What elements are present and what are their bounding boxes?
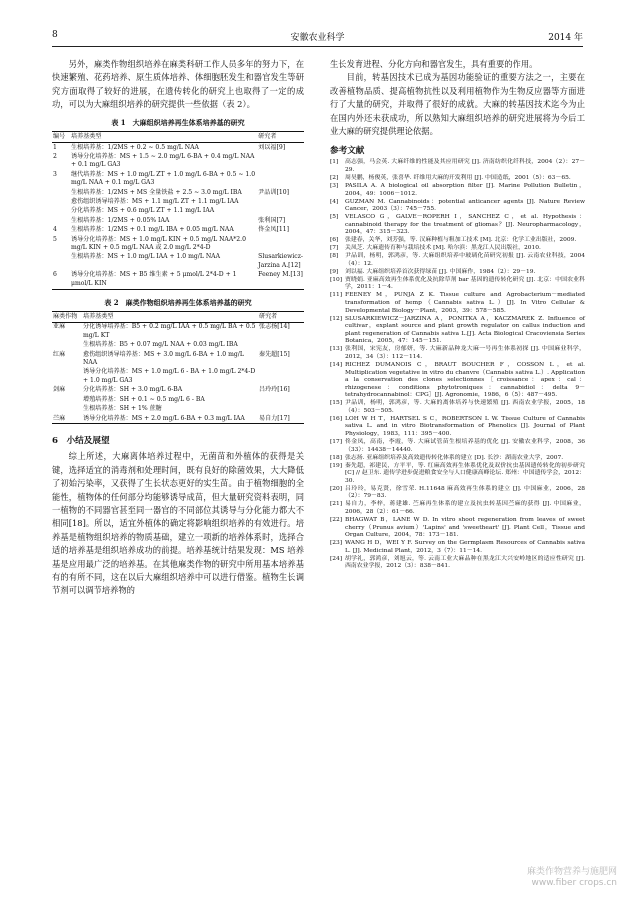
reference-item [330, 455, 585, 463]
table1-researcher-cell [257, 207, 304, 216]
table2-crop-cell: 亚麻 [53, 323, 66, 331]
table1-no-cell [52, 207, 70, 216]
section-title: 6 小结及展望 [52, 436, 110, 447]
reference-item [330, 346, 585, 361]
reference-text: SLUSARKIEWICZ－JARZINA A，PONITKA A，KACZMAREK Z. Influence of cultivar，explant source and plant growth regulator on callus induction and plant regeneration of Cannabis sativa L.[J]. Acta Biological Cracoviensia Series Botanica，2005，47：145－151. [345, 315, 585, 345]
table2-header-row [52, 311, 304, 322]
reference-list [330, 159, 585, 570]
table1-researcher-cell: 尹品训[10] [258, 188, 289, 196]
reference-item [330, 463, 585, 486]
watermark-line1: 麻类作物营养与施肥网 [526, 867, 617, 877]
table2-crop-cell: 苎麻 [52, 414, 82, 424]
table2-researcher-cell: 秦先超[15] [259, 350, 290, 358]
reference-number: [18] [330, 454, 343, 461]
table2-header-cell: 麻类作物 [52, 311, 82, 322]
reference-item [330, 214, 585, 237]
reference-number: [5] [330, 214, 339, 221]
reference-number: [9] [330, 268, 339, 275]
reference-item [330, 245, 585, 253]
watermark [527, 867, 617, 889]
reference-number: [12] [330, 315, 343, 322]
reference-text: LOH W H T，HARTSEL S C，ROBERTSON L W. Tissue Culture of Cannabis sativa L. and in vitro Biotransformation of Phenolics [J]. Journal of Plant Physiology，1983，111：395－400. [345, 415, 585, 438]
reference-item [330, 540, 585, 555]
reference-text: 吕玲玲，易克贤，徐雪荣. H.11648 麻高效再生体系的建立 [J]. 中国麻业，2006，28（2）：79－83. [345, 485, 585, 500]
reference-number: [7] [330, 245, 339, 252]
table1-no-cell [52, 197, 70, 206]
table1-no-cell [52, 216, 70, 225]
reference-item [330, 277, 585, 292]
table1-media-cell: 生根培养基：1/2MS + 0.1 mg/L IBA + 0.05 mg/L NAA [71, 226, 234, 234]
table1-no-cell: 1 [53, 143, 57, 151]
reference-item [330, 362, 585, 400]
references-title: 参考文献 [330, 146, 365, 157]
reference-item [330, 253, 585, 268]
watermark-line2: www.fiber crops.cn [531, 878, 617, 888]
reference-item [330, 199, 585, 214]
table1-body [52, 143, 304, 290]
table1-researcher-cell [257, 170, 304, 188]
reference-item [330, 501, 585, 516]
reference-number: [21] [330, 501, 343, 508]
table-row [52, 143, 304, 153]
table-row [52, 216, 304, 225]
reference-text: 尹品训，杨明，郭鸿彦，等. 大麻组织培养中玻璃化苗研究初报 [J]. 云南农业科技，2004（4）：12. [345, 253, 585, 267]
reference-number: [22] [330, 516, 343, 523]
reference-item [330, 400, 585, 415]
reference-text: 关凤芝. 大麻遗传育种与栽培技术 [M]. 哈尔滨：黑龙江人民出版社，2010. [345, 245, 541, 252]
table1-media-cell: 诱导分化培养基：MS + 1.0 mg/L KIN + 0.5 mg/L NAA*2.0 mg/L KIN + 0.5 mg/L NAA 或 2.0 mg/L 2*4-D [71, 235, 246, 251]
table1-researcher-cell: 佟金凤[11] [258, 226, 289, 234]
table2-header-cell: 研究者 [258, 311, 304, 322]
table2-media-cell: 生根培养基：SH + 1% 蔗糖 [83, 405, 162, 413]
reference-text: FEENEY M，PUNJA Z K. Tissue culture and Agrobacterium－mediated transformation of hemp（Cannabis sativa L.）[J]. In Vitro Cellular & Developmental Biology－Plant，2003，39：578－585. [345, 292, 585, 314]
table2-crop-cell: 剑麻 [53, 386, 66, 394]
table-row [52, 152, 304, 170]
table1-media-cell: 生根培养基：1/2MS + 0.2 ~ 0.5 mg/L NAA [71, 143, 199, 151]
reference-text: 胡学礼，郭鸿彦，刘旭云，等. 云南工业大麻品种在黑龙江大兴安岭地区的适应性研究 [J]. 西南农业学报，2012（3）：838－841. [345, 555, 585, 570]
table1-researcher-cell: 张利国[7] [258, 216, 286, 224]
table1 [52, 131, 304, 290]
table1-researcher-cell: Slusarkiewicz-Jarzina A.[12] [258, 253, 303, 269]
table1-header-cell: 研究者 [257, 131, 304, 142]
table1-media-cell: 生根培养基：1/2MS + MS 全量铁盐 + 2.5 ~ 3.0 mg/L IBA [71, 188, 242, 196]
reference-number: [2] [330, 175, 339, 182]
reference-number: [17] [330, 439, 343, 446]
reference-text: BHAGWAT B，LANE W D. In vitro shoot regeneration from leaves of sweet cherry（Prunus avium）'Lapins' and 'sweetheart' [J]. Plant Cell，Tissue and Organ Culture，2004，78：173－181. [345, 516, 585, 539]
reference-number: [3] [330, 183, 339, 189]
table-row [52, 322, 304, 340]
table1-header-row [52, 131, 304, 142]
reference-text: GUZMAN M. Cannabinoids：potential anticancer agents [J]. Nature Review Cancer，2003（3）：745－755. [345, 198, 585, 213]
table-row [52, 368, 304, 386]
table2-researcher-cell: 易自力[17] [258, 414, 304, 424]
table1-title: 表 1 大麻组织培养再生体系培养基的研究 [111, 117, 245, 127]
reference-text: 秦先超，祁建民，方平平，等. 红麻高效再生体系优化及双价抗虫基因遗传转化的初步研究 [C] // 赵卫东. 遗传学进步促进粮食安全与人口健康高峰论坛. 郑州：中国遗传学会，2012：30. [345, 462, 585, 484]
reference-item [330, 237, 585, 245]
reference-item [330, 486, 585, 501]
reference-number: [19] [330, 462, 343, 469]
journal-name: 安徽农业科学 [290, 33, 345, 43]
reference-number: [13] [330, 346, 343, 353]
table2-media-cell: 生根培养基：B5 + 0.07 mg/L NAA + 0.03 mg/L IBA [83, 341, 238, 349]
table-row [52, 341, 304, 350]
reference-item [330, 316, 585, 346]
reference-number: [24] [330, 555, 343, 562]
reference-text: PASILA A. A biological oil absorption filter [J]. Marine Pollution Bulletin，2004，49：1006－1012. [345, 183, 585, 197]
table1-no-cell: 4 [53, 226, 57, 234]
table2-media-cell: 增殖培养基：SH + 0.1 ~ 0.5 mg/L 6 - BA [83, 395, 205, 403]
reference-number: [16] [330, 415, 343, 422]
table2 [52, 311, 304, 425]
reference-item [330, 269, 585, 277]
reference-text: WANG H D，WEI Y F. Survey on the Germplasm Resources of Cannabis sativa L. [J]. Medicinal Plant，2012，3（7）：11－14. [345, 540, 585, 554]
table-row [52, 350, 304, 368]
reference-item [330, 183, 585, 198]
transgenic-paragraph: 目前，转基因技术已成为基因功能验证的重要方法之一，主要在改善植物品质、提高植物抗性以及利用植物作为生物反应器等方面进行了大量的研究，并取得了很好的成就。大麻的转基因技术迄今为止在国内外还未获成功，所以熟知大麻组织培养的研究进展将为今后工业大麻的研究提供理论依据。 [330, 72, 585, 137]
table2-researcher-cell [258, 341, 304, 350]
table-row [52, 395, 304, 404]
reference-number: [1] [330, 159, 339, 166]
table1-no-cell [52, 188, 70, 197]
reference-number: [10] [330, 276, 343, 283]
table-row [52, 386, 304, 395]
table-row [52, 197, 304, 206]
reference-item [330, 159, 585, 174]
reference-item [330, 556, 585, 571]
table2-body [52, 322, 304, 423]
table-row [52, 188, 304, 197]
table2-media-cell: 诱导分化培养基：MS + 1.0 mg/L 6 - BA + 1.0 mg/L 2*4-D + 1.0 mg/L GA3 [83, 368, 256, 384]
reference-text: 佟金凤，高南，李霞，等. 大麻试管苗生根培养基的优化 [J]. 安徽农业科学，2008，36（33）：14438－14440. [345, 439, 585, 453]
table1-researcher-cell [257, 197, 304, 206]
table2-media-cell: 诱导分化培养基：MS + 2.0 mg/L 6-BA + 0.3 mg/L IAA [82, 414, 258, 424]
table1-media-cell: 生根培养基：MS + 1.0 mg/L IAA + 1.0 mg/L NAA [71, 253, 220, 261]
reference-item [330, 292, 585, 315]
table1-no-cell: 5 [53, 235, 57, 243]
page-header [52, 30, 583, 46]
table-row [52, 253, 304, 271]
reference-text: 贾晓娟. 亚麻高效再生体系优化及抗除草剂 bar 基因的遗传转化研究 [J]. 北京：中国农业科学，2011：1－4. [345, 276, 585, 291]
reference-item [330, 439, 585, 454]
reference-text: 周昊鹏，杨俊英，张喜华. 纤维用大麻的开发利用 [J]. 中国造纸，2001（5）：63－65. [345, 175, 571, 182]
table1-no-cell [52, 253, 70, 271]
reference-text: 张志扬. 亚麻组织培养及高效遗传转化体系的建立 [D]. 长沙：湖南农业大学，2007. [345, 454, 564, 461]
reference-text: VELASCO G，GALVE－ROPERH I，SANCHEZ C，et al. Hypothesis：cannabinoid therapy for the treatment of gliomas？[J]. Neuropharmacology，2004，47：315－323. [345, 214, 585, 236]
table1-media-cell: 愈伤组织诱导培养基：MS + 1.1 mg/L ZT + 1.1 mg/L IAA [71, 197, 239, 205]
header-rule [52, 46, 583, 47]
reference-item [330, 416, 585, 439]
table1-header-cell: 培养基类型 [70, 131, 257, 142]
table2-researcher-cell: 吕玲玲[16] [259, 386, 290, 394]
table2-crop-cell [52, 395, 82, 404]
reference-number: [11] [330, 292, 343, 299]
table2-header-cell: 培养基类型 [82, 311, 258, 322]
left-column [52, 58, 304, 598]
reference-number: [8] [330, 253, 339, 260]
table2-media-cell: 分化诱导培养基：B5 + 0.2 mg/L IAA + 0.5 mg/L BA + 0.5 mg/L KT [83, 323, 256, 339]
continuation-paragraph: 生长发育进程、分化方向和器官发生，具有重要的作用。 [330, 59, 538, 69]
table1-researcher-cell: Feeney M.[13] [257, 271, 304, 289]
table-row [52, 235, 304, 253]
reference-text: 刘以福. 大麻组织培养首次获得绿苗 [J]. 中国麻作，1984（2）：29－19. [345, 268, 536, 275]
table1-no-cell: 3 [53, 170, 57, 178]
reference-text: 易自力，李梓，蒋建雄. 苎麻再生体系的建立及抗虫转基因苎麻的获得 [J]. 中国麻业，2006，28（2）：61－66. [345, 501, 585, 515]
reference-text: RICHEZ DUMANOIS C，BRAUT BOUCHER F，COSSON L，et al. Multiplication vegetative in vitro du chanvre（Cannabis sativa L.）. Application a la conservation des clones selectionnes［croissance：apex：cal：rhizogenese：conditions phytotroniques：cannabidiol：delta 9－tetrahydrocannabinol：CPG］[J]. Agronomie，1986，6（5）：487－495. [345, 361, 585, 399]
table1-media-cell: 继代培养基：MS + 1.0 mg/L ZT + 1.0 mg/L 6-BA + 0.5 ~ 1.0 mg/L NAA + 0.1 mg/L GA3 [71, 170, 256, 187]
table1-media-cell: 生根培养基：1/2MS + 0.05% IAA [71, 216, 170, 224]
reference-text: 张利国，宋宪友，房郁妍，等. 大麻新品种龙大麻一号再生体系初探 [J]. 中国麻业科学，2012，34（3）：112－114. [345, 346, 585, 360]
table1-header-cell: 编号 [52, 131, 70, 142]
table2-crop-cell: 红麻 [53, 350, 66, 358]
right-column [330, 58, 585, 571]
reference-item [330, 517, 585, 540]
table-row [52, 207, 304, 216]
table-row [52, 271, 304, 289]
table2-crop-cell [52, 405, 82, 414]
table-row [52, 405, 304, 414]
reference-text: 高志强，马会英. 大麻纤维的性能及其应用研究 [J]. 济南纺织化纤科技，2004（2）：27－29. [345, 159, 585, 174]
table1-no-cell: 2 [53, 152, 57, 160]
table2-crop-cell [52, 341, 82, 350]
table-row [52, 414, 304, 424]
reference-number: [20] [330, 485, 343, 492]
journal-year: 2014 年 [548, 33, 583, 43]
reference-text: 尹品训，杨明，郭鸿彦，等. 大麻的离体培养与快速繁殖 [J]. 西南农业学报，2005，18（4）：503－505. [345, 400, 585, 414]
reference-text: 张建春，关华，刘芳强，等. 汉麻种植与粗加工技术 [M]. 北京：化学工业出版社，2009. [345, 237, 577, 244]
table2-researcher-cell: 张志扬[14] [259, 323, 290, 331]
table1-media-cell: 分化培养基：MS + 0.6 mg/L ZT + 1.1 mg/L IAA [71, 207, 215, 215]
table2-title: 表 2 麻类作物组织培养再生体系培养基的研究 [104, 297, 252, 307]
reference-number: [4] [330, 198, 339, 205]
table1-no-cell: 6 [52, 271, 70, 289]
summary-paragraph: 综上所述，大麻离体培养过程中，无菌苗和外植体的获得是关键，选择适宜的消毒剂和处理时间，既有良好的除菌效果，大大降低了初始污染率，又获得了生长状态更好的实生苗。由于植物细胞的全能性，植物体的任何部分均能够诱导成苗，但大量研究资料表明，同一植物的不同器官甚至同一器官的不同部位其诱导与分化能力都大不相同[18]。所以，适宜外植体的确定将影响组织培养的有效进行。培养基是植物组织培养的物质基础，建立一项新的培养体系时，选择合适的培养基是组织培养成功的前提。培养基统计结果发现：MS 培养基是应用最广泛的培养基。在其他麻类作物的研究中所用基本培养基有的有所不同，这在以后大麻组织培养中可以进行借鉴。植物生长调节剂可以调节培养物的 [52, 451, 304, 596]
reference-number: [6] [330, 237, 339, 244]
table-row [52, 170, 304, 188]
table1-researcher-cell: 刘以福[9] [258, 143, 286, 151]
reference-number: [14] [330, 361, 343, 368]
table2-crop-cell [52, 368, 82, 386]
table1-researcher-cell [257, 152, 304, 170]
reference-number: [23] [330, 540, 343, 547]
table1-researcher-cell [257, 235, 304, 253]
table1-media-cell: 诱导分化培养基：MS + B5 维生素 + 5 μmol/L 2*4-D + 1 μmol/L KIN [70, 271, 257, 289]
table2-media-cell: 分化培养基：SH + 3.0 mg/L 6-BA [83, 386, 183, 394]
table2-researcher-cell [258, 368, 304, 386]
intro-paragraph: 另外，麻类作物组织培养在麻类科研工作人员多年的努力下，在快速繁殖、花药培养、原生质体培养、体细胞胚发生和器官发生等研究方面取得了较好的进展，在遗传转化的研究上也取得了一定的成功，可以为大麻组织培养的研究提供一些依据（表 2）。 [52, 59, 304, 110]
table2-media-cell: 愈伤组织诱导培养基：MS + 3.0 mg/L 6-BA + 1.0 mg/L NAA [83, 350, 244, 367]
table1-media-cell: 诱导分化培养基：MS + 1.5 ~ 2.0 mg/L 6-BA + 0.4 mg/L NAA + 0.1 mg/L GA3 [71, 152, 255, 169]
table2-researcher-cell [258, 395, 304, 404]
reference-item [330, 175, 585, 183]
table-row [52, 226, 304, 235]
page-number: 8 [52, 30, 58, 40]
reference-number: [15] [330, 400, 343, 407]
table2-researcher-cell [258, 405, 304, 414]
